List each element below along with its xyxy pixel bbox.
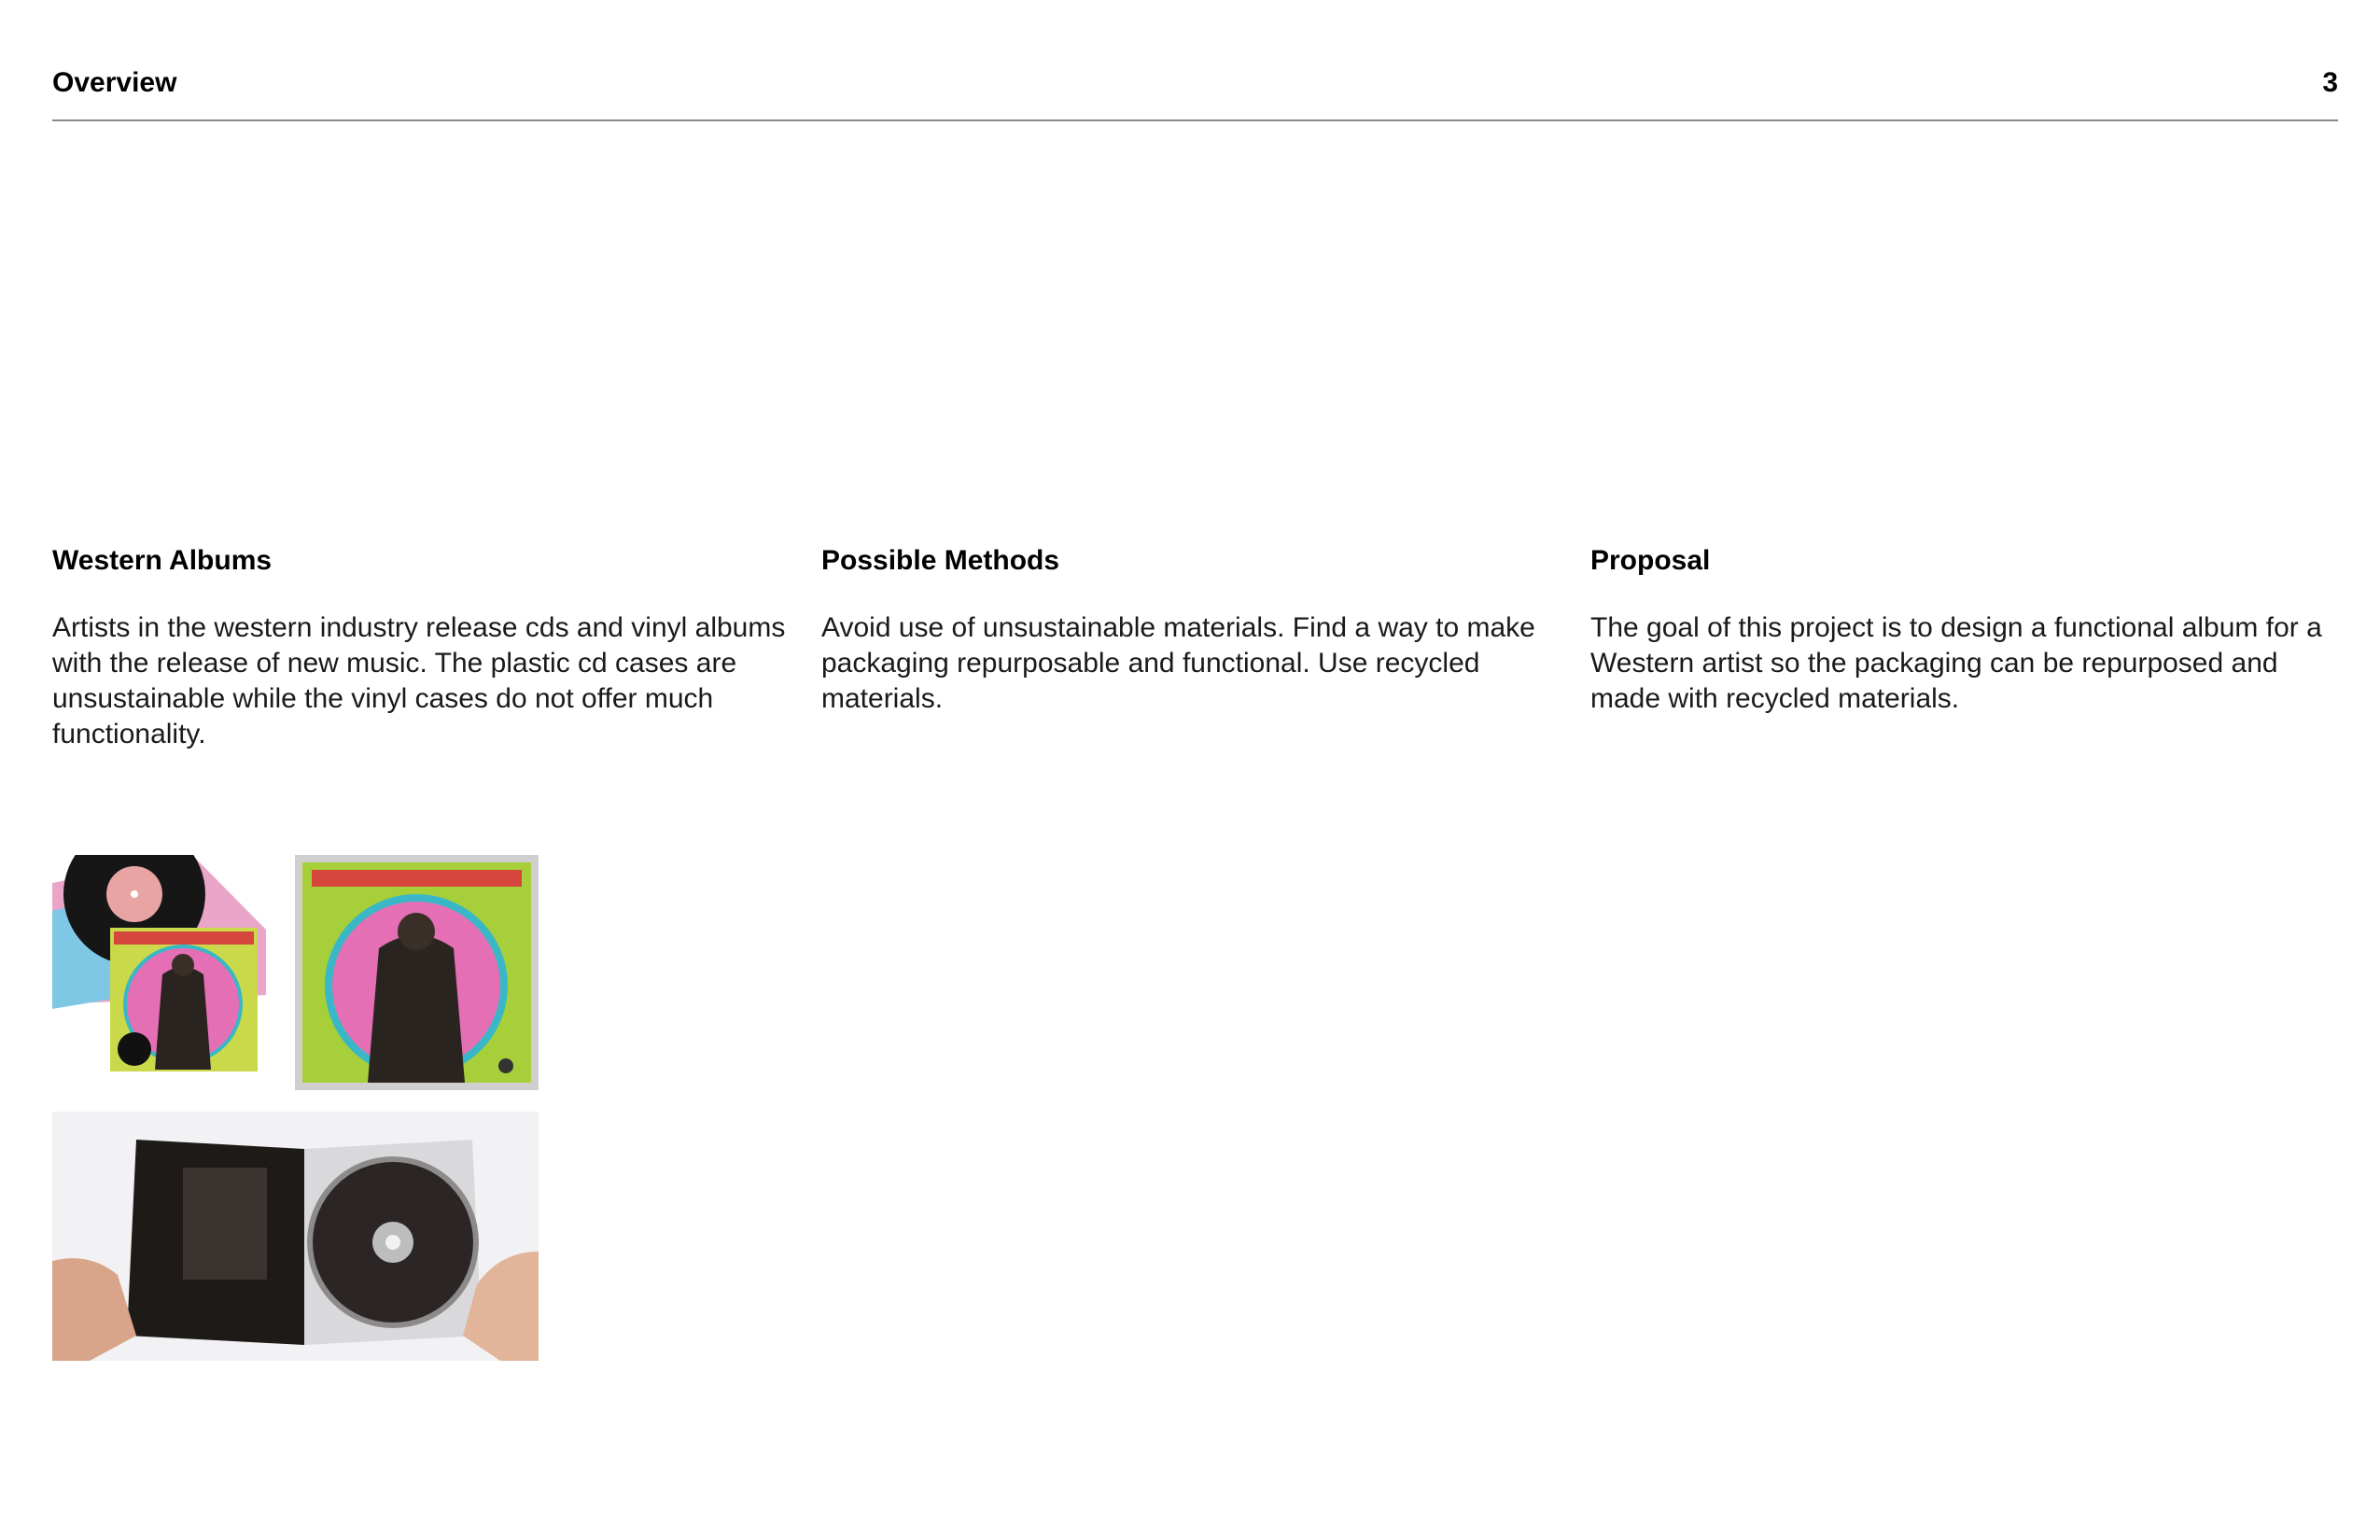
column-proposal — [1590, 541, 2328, 717]
column-body: Avoid use of unsustainable materials. Find a way to make packaging repurposable and functional. Use recycled materials. — [821, 612, 1535, 714]
column-possible-methods — [821, 541, 1559, 717]
page-title: Overview — [52, 67, 177, 98]
column-heading: Possible Methods — [821, 545, 1060, 576]
column-heading: Proposal — [1590, 545, 1711, 576]
vinyl-album-illustration — [52, 855, 266, 1079]
page-header — [52, 65, 2338, 121]
column-body: Artists in the western industry release cds and vinyl albums with the release of new music. The plastic cd cases are unsustainable while the vinyl cases do not offer much functionality. — [52, 612, 786, 749]
column-western-albums — [52, 541, 790, 752]
column-heading: Western Albums — [52, 545, 273, 576]
page-number: 3 — [2322, 67, 2338, 98]
cd-cover-photo — [295, 855, 539, 1090]
open-cd-case-photo — [52, 1112, 539, 1361]
open-cd-case-illustration — [52, 1112, 539, 1361]
cd-cover-illustration — [295, 855, 539, 1090]
column-body: The goal of this project is to design a functional album for a Western artist so the packaging can be repurposed and made with recycled materials. — [1590, 612, 2322, 714]
vinyl-album-photo — [52, 855, 266, 1079]
